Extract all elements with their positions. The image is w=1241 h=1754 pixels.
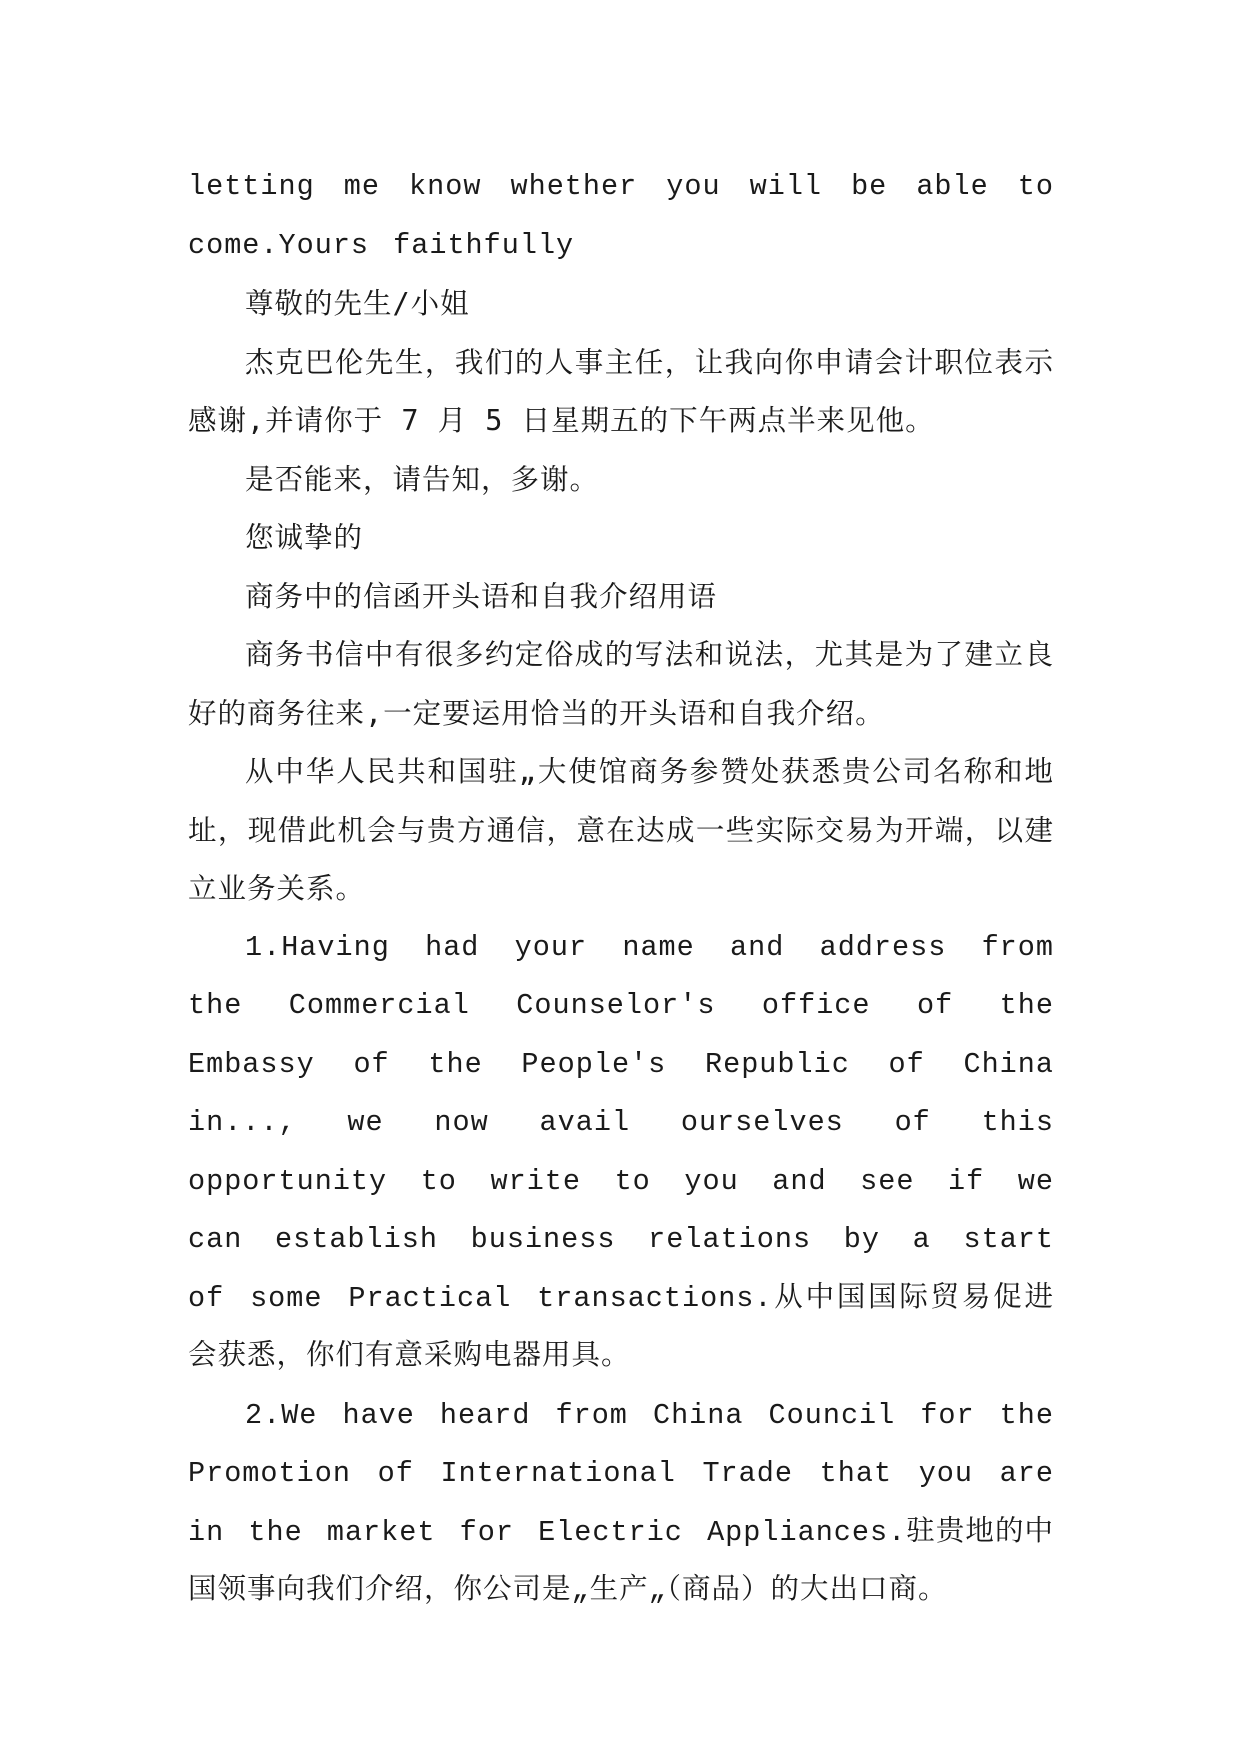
- paragraph-letter-body: 杰克巴伦先生，我们的人事主任，让我向你申请会计职位表示感谢,并请你于 7 月 5 日星期五的下午两点半来见他。: [188, 345, 1054, 437]
- section-heading: 商务中的信函开头语和自我介绍用语: [245, 579, 718, 613]
- paragraph-intro: 商务书信中有很多约定俗成的写法和说法，尤其是为了建立良好的商务往来,一定要运用恰当的开头语和自我介绍。: [188, 638, 1054, 730]
- paragraph-chinese-example: 从中华人民共和国驻„大使馆商务参赞处获悉贵公司名称和地址，现借此机会与贵方通信，意在达成一些实际交易为开端，以建立业务关系。: [188, 755, 1054, 905]
- paragraph-salutation: 尊敬的先生/小姐: [245, 287, 470, 320]
- paragraph-example-2: 2.We have heard from China Council for the Promotion of International Trade that you are in the market for Electric Appliances.驻贵地的中国领事向我们介绍，你公司是„生产„（商品）的大出口商。: [188, 1398, 1054, 1607]
- paragraph-example-1: 1.Having had your name and address from the Commercial Counselor's office of the Embassy of the People's Republic of China in..., we now avail ourselves of this opportunity to write to you and see if we can establish business relations by a start of some Practical transactions.从中国国际贸易促进会获悉，你们有意采购电器用具。: [188, 930, 1054, 1373]
- document-body: [188, 158, 1054, 1621]
- paragraph-sign-off: 您诚挚的: [245, 521, 364, 554]
- paragraph-request: 是否能来，请告知，多谢。: [245, 462, 600, 496]
- paragraph-letter-closing: letting me know whether you will be able to come.Yours faithfully: [188, 170, 1054, 262]
